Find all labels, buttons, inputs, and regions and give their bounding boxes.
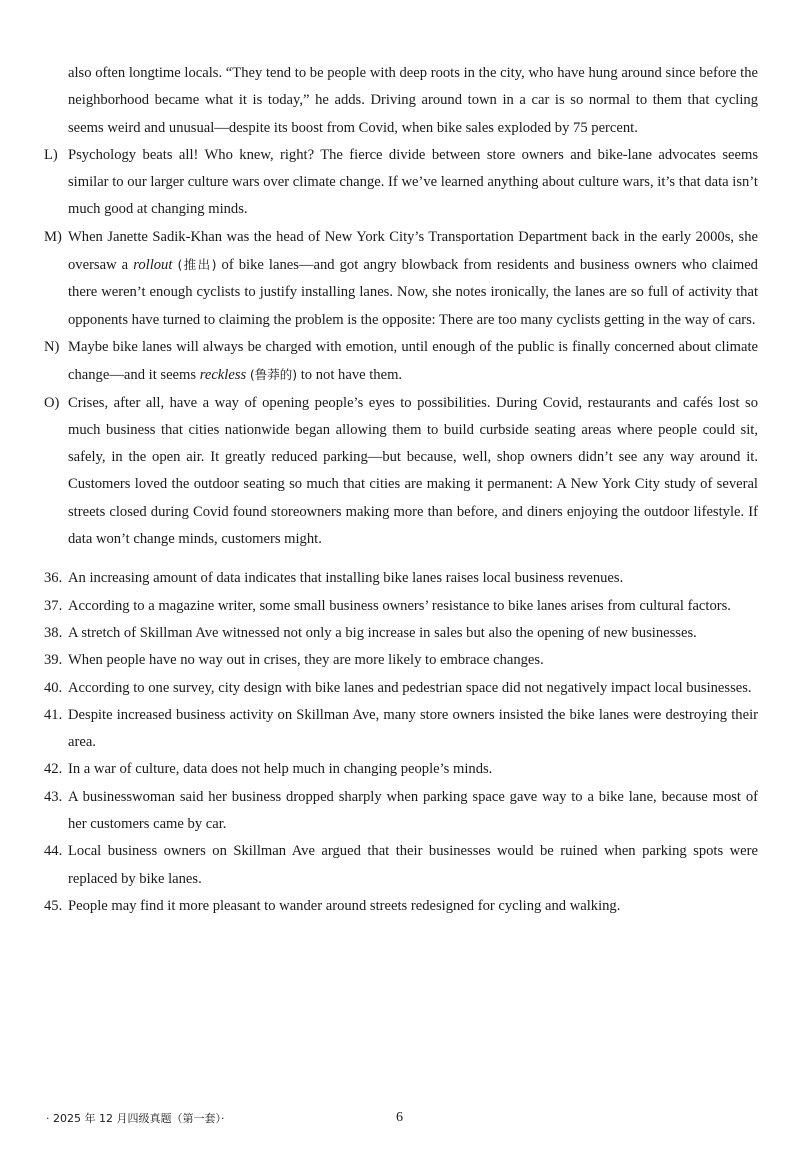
question-39 xyxy=(44,647,758,674)
paragraph-text: of bike lanes—and got angry blowback from residents and business owners who claimed there weren’t enough cyclists to justify installing lanes. Now, she notes ironically, the lanes are so full of activity that opponents have turned to claiming the problem is the opposite: There are too many cyclists getting in the way of cars. xyxy=(68,257,758,328)
question-44 xyxy=(44,838,758,893)
question-text: Local business owners on Skillman Ave argued that their businesses would be ruined when parking spots were replaced by bike lanes. xyxy=(68,843,758,887)
question-43 xyxy=(44,784,758,839)
paragraph-text: Maybe bike lanes will always be charged with emotion, until enough of the public is finally concerned about climate change—and it seems xyxy=(68,338,758,384)
question-36 xyxy=(44,565,758,592)
paragraph-label: M) xyxy=(44,228,62,245)
question-42 xyxy=(44,756,758,783)
page-number: 6 xyxy=(396,1110,403,1125)
chinese-gloss: (鲁莽的) xyxy=(249,367,298,383)
question-number: 45. xyxy=(44,897,63,914)
paragraph-m xyxy=(44,224,758,334)
question-text: In a war of culture, data does not help much in changing people’s minds. xyxy=(68,761,493,778)
page-content xyxy=(44,60,758,920)
question-number: 41. xyxy=(44,706,63,723)
glossed-term: rollout xyxy=(133,257,173,274)
question-number: 44. xyxy=(44,843,63,860)
question-text: According to one survey, city design with bike lanes and pedestrian space did not negatively impact local businesses. xyxy=(68,679,752,696)
paragraph-text: also often longtime locals. “They tend to be people with deep roots in the city, who have hung around since before the neighborhood became what it is today,” he adds. Driving around town in a car is so normal to them that cycling seems weird and unusual—despite its boost from Covid, when bike sales exploded by 75 percent. xyxy=(68,65,758,136)
paragraph-text: Crises, after all, have a way of opening people’s eyes to possibilities. During Covid, restaurants and cafés lost so much business that cities nationwide began allowing them to build curbside seating areas where people could sit, safely, in the open air. It greatly reduced parking—but because, well, shop owners didn’t see any way around it. Customers loved the outdoor seating so much that cities are making it permanent: A New York City study of several streets closed during Covid found storeowners making more than before, and diners enjoying the outdoor lifestyle. If data won’t change minds, customers might. xyxy=(68,394,758,548)
paragraph-n xyxy=(44,334,758,390)
chinese-gloss: (推出) xyxy=(177,257,217,273)
paragraph-l xyxy=(44,142,758,224)
paragraph-text: to not have them. xyxy=(297,367,403,384)
question-number: 38. xyxy=(44,624,63,641)
paragraph-label: O) xyxy=(44,394,60,411)
question-text: When people have no way out in crises, they are more likely to embrace changes. xyxy=(68,652,544,669)
question-37 xyxy=(44,593,758,620)
question-number: 40. xyxy=(44,679,63,696)
question-number: 43. xyxy=(44,788,63,805)
paragraph-o xyxy=(44,390,758,554)
question-text: Despite increased business activity on Skillman Ave, many store owners insisted the bike lanes were destroying their area. xyxy=(68,706,758,751)
question-number: 37. xyxy=(44,597,63,614)
question-text: According to a magazine writer, some small business owners’ resistance to bike lanes arises from cultural factors. xyxy=(68,597,731,614)
question-number: 42. xyxy=(44,761,63,778)
question-40 xyxy=(44,675,758,702)
footer-exam-title: · 2025 年 12 月四级真题（第一套）· xyxy=(46,1112,225,1125)
question-text: An increasing amount of data indicates that installing bike lanes raises local business revenues. xyxy=(68,570,624,587)
question-number: 36. xyxy=(44,570,63,587)
question-text: A stretch of Skillman Ave witnessed not only a big increase in sales but also the opening of new businesses. xyxy=(68,624,697,641)
paragraph-k-continuation xyxy=(44,60,758,142)
paragraph-text: Psychology beats all! Who knew, right? The fierce divide between store owners and bike-lane advocates seems similar to our larger culture wars over climate change. If we’ve learned anything about culture wars, it’s that data isn’t much good at changing minds. xyxy=(68,146,758,218)
glossed-term: reckless xyxy=(199,367,247,384)
question-41 xyxy=(44,702,758,757)
paragraph-label: L) xyxy=(44,146,58,163)
paragraph-text: When Janette Sadik-Khan was the head of New York City’s Transportation Department back in the early 2000s, she oversaw a xyxy=(68,228,758,274)
question-45 xyxy=(44,893,758,920)
question-text: A businesswoman said her business dropped sharply when parking space gave way to a bike lane, because most of her customers came by car. xyxy=(68,788,758,833)
paragraph-label: N) xyxy=(44,338,60,355)
question-38 xyxy=(44,620,758,647)
section-gap xyxy=(44,553,758,565)
question-number: 39. xyxy=(44,652,63,669)
question-list xyxy=(44,565,758,920)
question-text: People may find it more pleasant to wander around streets redesigned for cycling and walking. xyxy=(68,897,621,914)
